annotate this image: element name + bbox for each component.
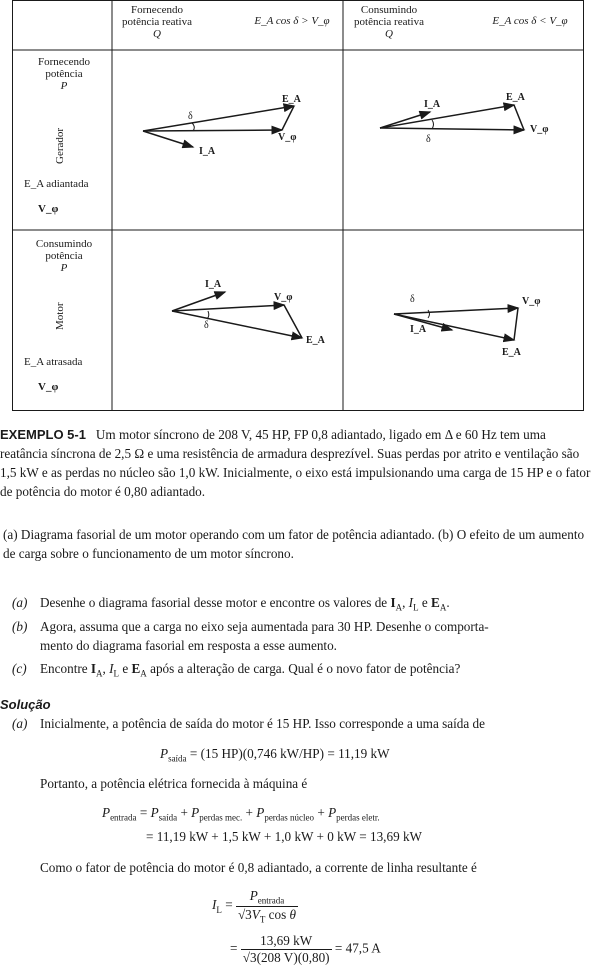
equation-line-current-value: = $\frac{13,69 kW}{√3(208 V)(0,80)}$ = 47,5 A bbox=[230, 933, 381, 965]
row-v-motor: V_φ bbox=[38, 381, 59, 393]
example-text: Um motor síncrono de 208 V, 45 HP, FP 0,8 adiantado, ligado em Δ e 60 Hz tem uma reatância síncrona de 2,5 Ω e uma resistência de armadura desprezível. Suas perdas por atrito e ventilação são 1,5 kW e as perdas no núcleo são 1,0 kW. Inicialmente, o eixo está impulsionando uma carga de 15 HP e o fator de potência do motor é 0,80 adiantado. bbox=[0, 427, 591, 499]
label-delta: δ bbox=[426, 134, 431, 145]
label-ia: I_A bbox=[424, 99, 441, 110]
question-label: (c) bbox=[12, 661, 27, 676]
label-ea: E_A bbox=[282, 94, 301, 105]
label-ia: I_A bbox=[199, 146, 216, 157]
phasor-generator-consuming-q bbox=[380, 105, 524, 130]
phasor-table bbox=[12, 0, 584, 411]
col-condition-supplying: E_A cos δ > V_φ bbox=[254, 15, 330, 27]
row-vertical-generator: Gerador bbox=[54, 127, 66, 164]
label-ia: I_A bbox=[410, 324, 427, 335]
row-v-generator: V_φ bbox=[38, 203, 59, 215]
label-ia: I_A bbox=[205, 279, 222, 290]
label-ea: E_A bbox=[506, 92, 525, 103]
row-label-generator: Fornecendo potência P bbox=[38, 56, 90, 92]
question-label: (b) bbox=[12, 619, 28, 634]
example-paragraph bbox=[0, 425, 592, 501]
col-header-supplying-q: Fornecendo potência reativa Q bbox=[122, 4, 192, 40]
solution-heading: Solução bbox=[0, 697, 51, 712]
phasor-generator-supplying-q bbox=[143, 106, 297, 147]
equation-line-current: $I_L$ = $\frac{P_{entrada}}{√3V_T \cos \theta}$ bbox=[212, 888, 297, 925]
row-state-generator: E_A adiantada bbox=[24, 178, 89, 190]
label-ea: E_A bbox=[306, 335, 325, 346]
label-v: V_φ bbox=[522, 296, 541, 307]
row-state-motor: E_A atrasada bbox=[24, 356, 83, 368]
equation-input-power: $P_{entrada} = P_{saída} + P_{perdas mec.} + P_{perdas núcleo} + P_{perdas eletr.}$ bbox=[102, 805, 380, 823]
question-text: Desenhe o diagrama fasorial desse motor e encontre os valores de $I_A$, $I_L$ e $E_A$. bbox=[40, 595, 450, 613]
label-ea: E_A bbox=[502, 347, 521, 358]
equation-input-power-value: = 11,19 kW + 1,5 kW + 1,0 kW + 0 kW = 13,69 kW bbox=[146, 829, 423, 844]
col-header-consuming-q: Consumindo potência reativa Q bbox=[354, 4, 424, 40]
question-label: (a) bbox=[12, 595, 28, 610]
label-v: V_φ bbox=[530, 124, 549, 135]
solution-line-1: Inicialmente, a potência de saída do motor é 15 HP. Isso corresponde a uma saída de bbox=[40, 716, 485, 731]
figure-caption: (a) Diagrama fasorial de um motor operando com um fator de potência adiantado. (b) O efeito de um aumento de carga sobre o funcionamento de um motor síncrono. bbox=[3, 527, 585, 561]
question-text: Encontre $I_A$, $I_L$ e $E_A$ após a alteração de carga. Qual é o novo fator de potência? bbox=[40, 661, 461, 679]
row-label-motor: Consumindo potência P bbox=[35, 238, 93, 274]
label-v: V_φ bbox=[278, 132, 297, 143]
example-title: EXEMPLO 5-1 bbox=[0, 427, 86, 442]
row-vertical-motor: Motor bbox=[54, 302, 66, 330]
solution-line-3: Como o fator de potência do motor é 0,8 adiantado, a corrente de linha resultante é bbox=[40, 860, 477, 875]
label-delta: δ bbox=[410, 294, 415, 305]
solution-part-label: (a) bbox=[12, 716, 28, 731]
label-v: V_φ bbox=[274, 292, 293, 303]
col-condition-consuming: E_A cos δ < V_φ bbox=[492, 15, 568, 27]
question-text: Agora, assuma que a carga no eixo seja aumentada para 30 HP. Desenhe o comporta- mento do diagrama fasorial em resposta a esse aumento. bbox=[40, 619, 489, 653]
equation-output-power: $P_{saída} = (15$ HP)(0,746 kW/HP) = 11,19 kW bbox=[160, 746, 390, 764]
label-delta: δ bbox=[188, 111, 193, 122]
label-delta: δ bbox=[204, 320, 209, 331]
solution-line-2: Portanto, a potência elétrica fornecida à máquina é bbox=[40, 776, 308, 791]
